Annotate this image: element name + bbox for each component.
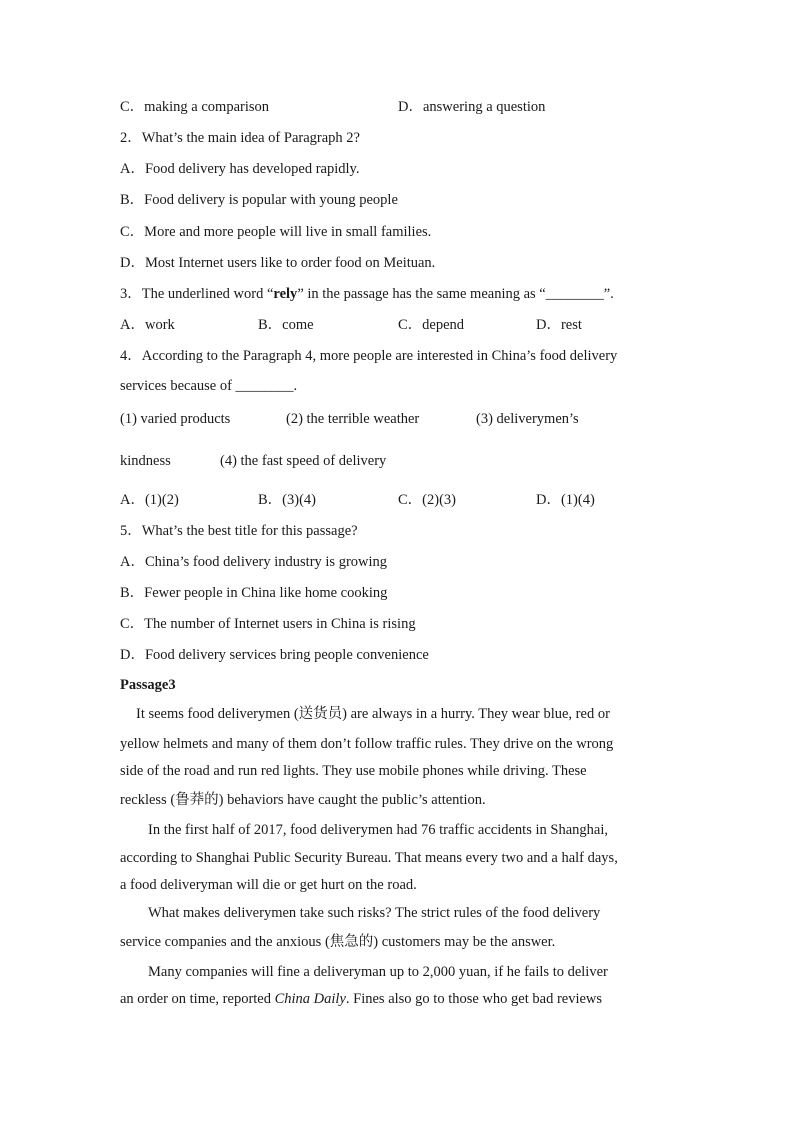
q3-option-c: C．depend (398, 317, 465, 333)
passage3-p1-line2: yellow helmets and many of them don’t follow traffic rules. They drive on the wrong (120, 736, 614, 752)
newspaper-name: China Daily (274, 991, 346, 1007)
passage3-p1-line3: side of the road and run red lights. They use mobile phones while driving. These (120, 763, 587, 779)
passage3-p4-line2-post: . Fines also go to those who get bad reviews (345, 991, 603, 1007)
q4-stem-line1: 4．According to the Paragraph 4, more people are interested in China’s food delivery (120, 348, 618, 364)
passage3-p3-line2: service companies and the anxious (焦急的) customers may be the answer. (120, 934, 556, 950)
q1-option-d: D．answering a question (398, 99, 546, 115)
q4-option-a: A．(1)(2) (120, 492, 179, 508)
q2-stem: 2．What’s the main idea of Paragraph 2? (120, 130, 360, 146)
passage3-p2-line1: In the first half of 2017, food deliverymen had 76 traffic accidents in Shanghai, (148, 822, 608, 838)
q5-option-c: C．The number of Internet users in China is rising (120, 616, 416, 632)
passage3-p3-line1: What makes deliverymen take such risks? The strict rules of the food delivery (148, 905, 601, 921)
q3-option-a: A．work (120, 317, 175, 333)
q3-option-b: B．come (258, 317, 314, 333)
q2-option-c: C．More and more people will live in small families. (120, 224, 432, 240)
q1-option-c: C．making a comparison (120, 99, 270, 115)
q3-underlined-word: rely (273, 286, 298, 302)
passage3-p2-line2: according to Shanghai Public Security Bureau. That means every two and a half days, (120, 850, 618, 866)
q3-stem-post: ” in the passage has the same meaning as “________”. (297, 286, 614, 302)
q4-stem-line2: services because of ________. (120, 378, 298, 394)
q4-item-2: (2) the terrible weather (286, 411, 420, 427)
q2-option-d: D．Most Internet users like to order food on Meituan. (120, 255, 436, 271)
q2-option-a: A．Food delivery has developed rapidly. (120, 161, 360, 177)
passage3-p1-line1: It seems food deliverymen (送货员) are always in a hurry. They wear blue, red or (136, 706, 610, 722)
q5-option-b: B．Fewer people in China like home cooking (120, 585, 388, 601)
q5-stem: 5．What’s the best title for this passage? (120, 523, 358, 539)
passage3-p4-line2-pre: an order on time, reported (120, 991, 275, 1007)
q4-item-3: (3) deliverymen’s (476, 411, 579, 427)
q2-option-b: B．Food delivery is popular with young people (120, 192, 398, 208)
passage3-p4-line2 (120, 990, 602, 1008)
q5-option-a: A．China’s food delivery industry is growing (120, 554, 388, 570)
q4-item-1: (1) varied products (120, 411, 231, 427)
q5-option-d: D．Food delivery services bring people convenience (120, 647, 429, 663)
passage3-heading: Passage3 (120, 677, 176, 693)
q4-item-4: (4) the fast speed of delivery (220, 453, 387, 469)
q4-item-3-continued: kindness (120, 453, 171, 469)
passage3-p4-line1: Many companies will fine a deliveryman up to 2,000 yuan, if he fails to deliver (148, 964, 608, 980)
passage3-p1-line4: reckless (鲁莽的) behaviors have caught the public’s attention. (120, 792, 486, 808)
q3-stem-pre: 3．The underlined word “ (120, 286, 274, 302)
q4-option-c: C．(2)(3) (398, 492, 456, 508)
q4-option-b: B．(3)(4) (258, 492, 316, 508)
q4-option-d: D．(1)(4) (536, 492, 595, 508)
q3-stem (120, 285, 614, 303)
q3-option-d: D．rest (536, 317, 582, 333)
passage3-p2-line3: a food deliveryman will die or get hurt on the road. (120, 877, 417, 893)
